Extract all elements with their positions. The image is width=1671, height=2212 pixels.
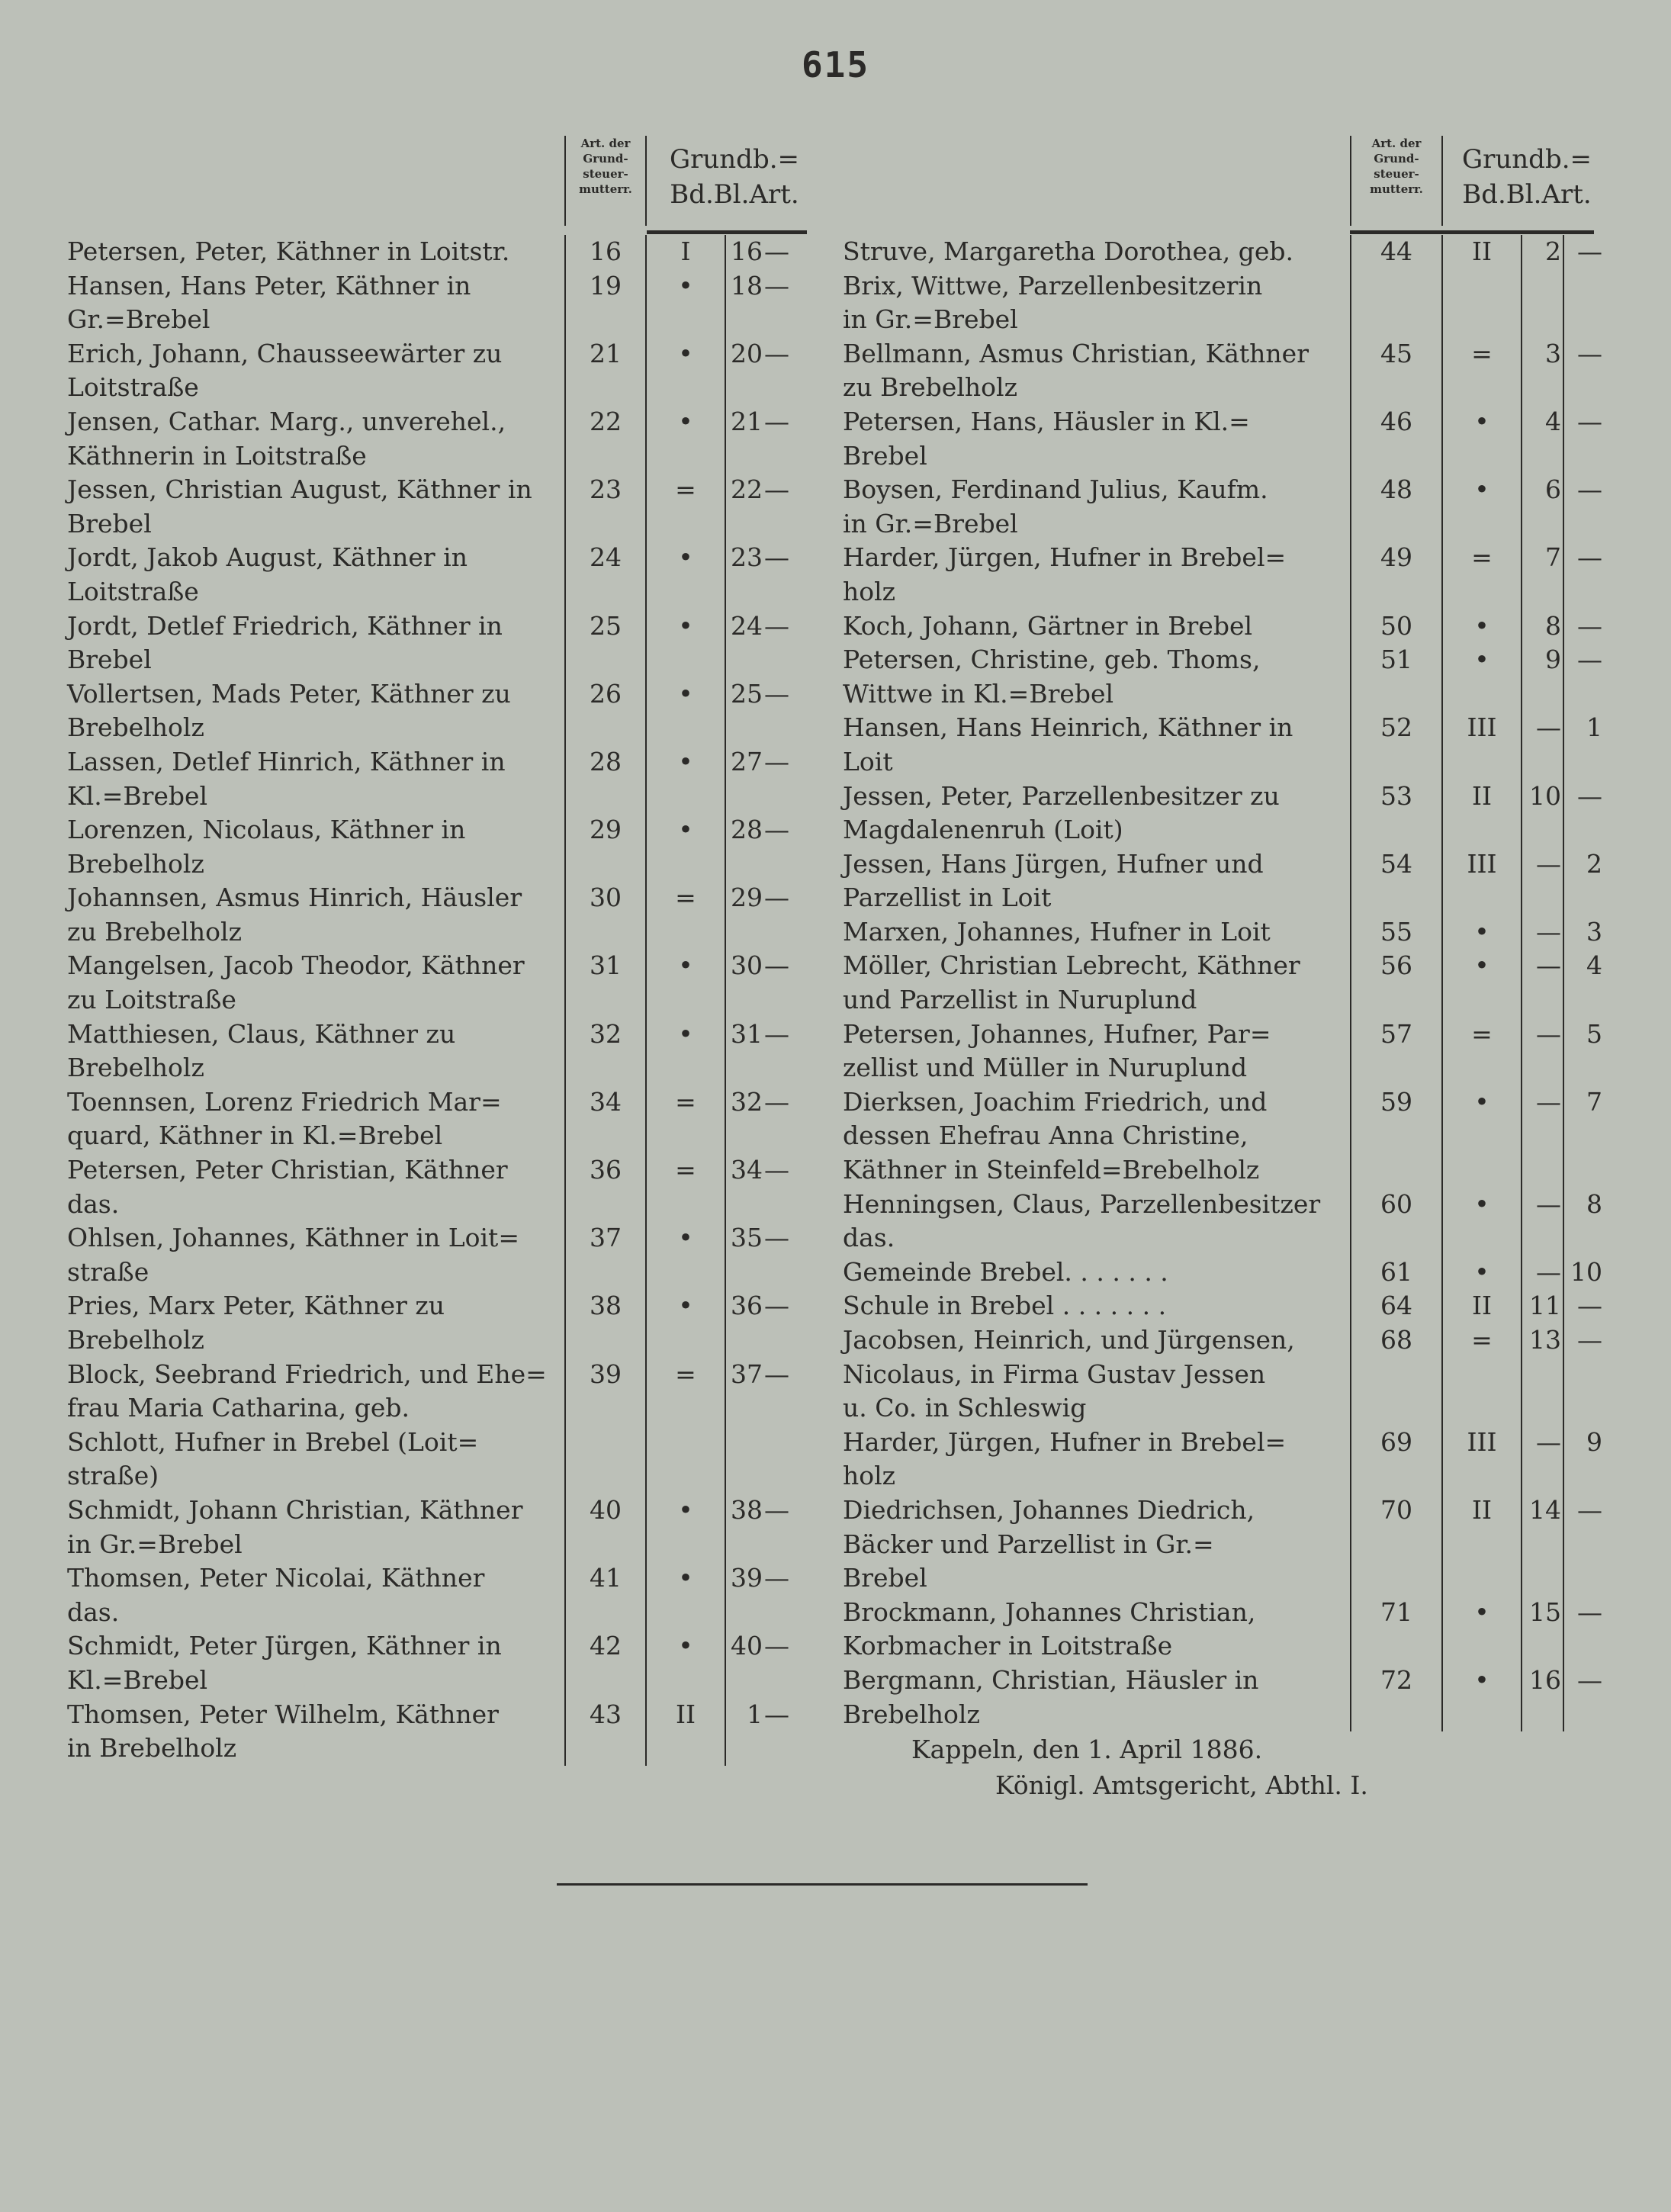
- blatt-number: 13: [1521, 1323, 1563, 1426]
- entry-name: Jordt, Detlef Friedrich, Käthner in Brebel: [67, 610, 503, 675]
- blatt-number: 40: [725, 1629, 764, 1697]
- band-number: =: [645, 1153, 725, 1221]
- table-row: [843, 405, 1605, 473]
- art-number: 72: [1350, 1664, 1441, 1731]
- artikel-number: 2: [1563, 847, 1605, 915]
- band-number: III: [1441, 711, 1521, 779]
- blatt-number: 35: [725, 1221, 764, 1289]
- art-number: 49: [1350, 541, 1441, 609]
- table-row: [843, 1664, 1605, 1731]
- table-row: [843, 541, 1605, 609]
- entry-name: Jessen, Hans Jürgen, Hufner und Parzellist in Loit: [843, 848, 1264, 913]
- artikel-number: —: [764, 610, 789, 641]
- table-row: [67, 1221, 831, 1289]
- table-row: [843, 1256, 1605, 1290]
- entry-name: Lassen, Detlef Hinrich, Käthner in Kl.=Brebel: [67, 746, 506, 811]
- artikel-number: —: [764, 815, 789, 845]
- blatt-number: —: [1521, 1188, 1563, 1256]
- artikel-number: —: [764, 950, 789, 981]
- artikel-number: —: [1563, 473, 1605, 541]
- left-table-header: [67, 136, 831, 235]
- artikel-number: —: [764, 542, 789, 573]
- table-row: [843, 337, 1605, 405]
- entry-name: Jensen, Cathar. Marg., unverehel., Käthnerin in Loitstraße: [67, 406, 506, 471]
- artikel-number: 10: [1563, 1256, 1605, 1290]
- blatt-number: 20: [725, 337, 764, 405]
- table-row: [843, 1323, 1605, 1426]
- table-row: [843, 847, 1605, 915]
- left-column: [67, 136, 831, 1766]
- entry-name: Bergmann, Christian, Häusler in Brebelholz: [843, 1664, 1259, 1729]
- art-number: 29: [564, 813, 645, 881]
- entry-name: Marxen, Johannes, Hufner in Loit: [843, 916, 1271, 947]
- blatt-number: 34: [725, 1153, 764, 1221]
- blatt-number: 14: [1521, 1493, 1563, 1596]
- artikel-number: —: [1563, 1289, 1605, 1323]
- art-number: 56: [1350, 949, 1441, 1017]
- blatt-number: 25: [725, 677, 764, 745]
- table-row: [67, 269, 831, 337]
- blatt-number: —: [1521, 949, 1563, 1017]
- blatt-number: 6: [1521, 473, 1563, 541]
- art-number: 52: [1350, 711, 1441, 779]
- table-row: [67, 745, 831, 813]
- table-row: [843, 1188, 1605, 1256]
- right-table-header: [843, 136, 1605, 235]
- entry-name: Toennsen, Lorenz Friedrich Mar= quard, Käthner in Kl.=Brebel: [67, 1086, 502, 1151]
- band-number: •: [645, 949, 725, 1017]
- artikel-number: —: [764, 746, 789, 776]
- art-number: 45: [1350, 337, 1441, 405]
- entry-name: Jessen, Christian August, Käthner in Brebel: [67, 474, 532, 539]
- blatt-number: —: [1521, 847, 1563, 915]
- entry-name: Koch, Johann, Gärtner in Brebel: [843, 610, 1253, 641]
- artikel-number: —: [764, 1494, 789, 1525]
- table-row: [843, 609, 1605, 644]
- table-row: [843, 1426, 1605, 1493]
- art-number: 50: [1350, 609, 1441, 644]
- band-number: •: [645, 1289, 725, 1357]
- band-number: •: [645, 609, 725, 677]
- artikel-number: —: [764, 338, 789, 368]
- table-row: [67, 1629, 831, 1697]
- art-number: 68: [1350, 1323, 1441, 1426]
- band-number: =: [645, 1358, 725, 1493]
- artikel-number: 3: [1563, 915, 1605, 950]
- band-number: •: [645, 1561, 725, 1629]
- signature-authority: Königl. Amtsgericht, Abthl. I.: [995, 1770, 1368, 1800]
- band-number: •: [1441, 949, 1521, 1017]
- band-number: I: [645, 235, 725, 269]
- artikel-number: —: [1563, 1596, 1605, 1664]
- band-number: •: [645, 541, 725, 609]
- table-row: [843, 949, 1605, 1017]
- entry-name: Matthiesen, Claus, Käthner zu Brebelholz: [67, 1018, 456, 1083]
- band-number: III: [1441, 1426, 1521, 1493]
- band-number: II: [645, 1698, 725, 1766]
- band-number: •: [1441, 473, 1521, 541]
- artikel-number: —: [764, 1155, 789, 1185]
- entry-name: Petersen, Christine, geb. Thoms, Wittwe in Kl.=Brebel: [843, 645, 1261, 709]
- blatt-number: 2: [1521, 235, 1563, 337]
- entry-name: Vollertsen, Mads Peter, Käthner zu Brebelholz: [67, 678, 511, 743]
- art-number: 64: [1350, 1289, 1441, 1323]
- blatt-number: 30: [725, 949, 764, 1017]
- left-entries: [67, 235, 831, 1766]
- blatt-number: 36: [725, 1289, 764, 1357]
- entry-name: Petersen, Hans, Häusler in Kl.= Brebel: [843, 406, 1250, 471]
- right-column: [843, 136, 1605, 1802]
- artikel-number: —: [1563, 235, 1605, 337]
- table-row: [843, 1018, 1605, 1085]
- table-row: [67, 337, 831, 405]
- table-row: [843, 473, 1605, 541]
- band-number: =: [1441, 1018, 1521, 1085]
- artikel-number: —: [1563, 1493, 1605, 1596]
- art-number: 71: [1350, 1596, 1441, 1664]
- blatt-number: 29: [725, 881, 764, 949]
- artikel-number: —: [764, 474, 789, 505]
- artikel-number: —: [1563, 780, 1605, 847]
- table-row: [843, 1493, 1605, 1596]
- entry-name: Petersen, Peter Christian, Käthner das.: [67, 1155, 508, 1219]
- art-number: 32: [564, 1018, 645, 1085]
- band-number: •: [1441, 1256, 1521, 1290]
- entry-name: Petersen, Johannes, Hufner, Par= zellist und Müller in Nuruplund: [843, 1018, 1271, 1083]
- art-number: 60: [1350, 1188, 1441, 1256]
- table-row: [843, 1596, 1605, 1664]
- art-number: 61: [1350, 1256, 1441, 1290]
- art-number: 28: [564, 745, 645, 813]
- table-row: [67, 1358, 831, 1493]
- blatt-number: 8: [1521, 609, 1563, 644]
- art-number: 23: [564, 473, 645, 541]
- blatt-number: 4: [1521, 405, 1563, 473]
- band-number: III: [1441, 847, 1521, 915]
- blatt-number: 23: [725, 541, 764, 609]
- band-number: •: [645, 1493, 725, 1561]
- art-number: 69: [1350, 1426, 1441, 1493]
- band-number: •: [1441, 609, 1521, 644]
- band-number: =: [645, 881, 725, 949]
- table-row: [67, 949, 831, 1017]
- table-row: [843, 915, 1605, 950]
- band-number: •: [645, 337, 725, 405]
- table-row: [67, 235, 831, 269]
- entry-name: Brockmann, Johannes Christian, Korbmacher in Loitstraße: [843, 1596, 1256, 1661]
- grundbuch-header: Grundb.= Bd.Bl.Art.: [669, 144, 800, 210]
- band-number: •: [1441, 1085, 1521, 1188]
- art-number: 43: [564, 1698, 645, 1766]
- blatt-number: —: [1521, 1256, 1563, 1290]
- blatt-number: 38: [725, 1493, 764, 1561]
- entry-name: Bellmann, Asmus Christian, Käthner zu Brebelholz: [843, 338, 1309, 403]
- entry-name: Pries, Marx Peter, Käthner zu Brebelholz: [67, 1291, 445, 1355]
- artikel-number: —: [764, 1563, 789, 1593]
- art-number: 55: [1350, 915, 1441, 950]
- entry-name: Lorenzen, Nicolaus, Käthner in Brebelholz: [67, 815, 466, 879]
- blatt-number: 18: [725, 269, 764, 337]
- entry-name: Schmidt, Peter Jürgen, Käthner in Kl.=Brebel: [67, 1631, 502, 1695]
- band-number: •: [1441, 643, 1521, 711]
- table-row: [67, 541, 831, 609]
- art-number: 46: [1350, 405, 1441, 473]
- table-row: [843, 711, 1605, 779]
- art-grundsteuer-header: Art. der Grund- steuer- mutterr.: [1350, 136, 1443, 226]
- art-number: 42: [564, 1629, 645, 1697]
- blatt-number: —: [1521, 1426, 1563, 1493]
- artikel-number: 7: [1563, 1085, 1605, 1188]
- blatt-number: —: [1521, 1085, 1563, 1188]
- table-row: [67, 609, 831, 677]
- entry-name: Boysen, Ferdinand Julius, Kaufm. in Gr.=Brebel: [843, 474, 1268, 539]
- bottom-rule: [557, 1883, 1088, 1886]
- blatt-number: 39: [725, 1561, 764, 1629]
- grundbuch-header: Grundb.= Bd.Bl.Art.: [1461, 144, 1592, 210]
- table-row: [67, 473, 831, 541]
- band-number: =: [1441, 1323, 1521, 1426]
- artikel-number: —: [764, 1223, 789, 1253]
- art-number: 59: [1350, 1085, 1441, 1188]
- blatt-number: 37: [725, 1358, 764, 1493]
- header-rule: [1350, 230, 1594, 234]
- art-number: 25: [564, 609, 645, 677]
- entry-name: Struve, Margaretha Dorothea, geb. Brix, Wittwe, Parzellenbesitzerin in Gr.=Brebel: [843, 236, 1294, 335]
- entry-name: Thomsen, Peter Wilhelm, Käthner in Brebelholz: [67, 1699, 499, 1763]
- art-number: 39: [564, 1358, 645, 1493]
- artikel-number: —: [764, 678, 789, 709]
- band-number: •: [645, 1018, 725, 1085]
- blatt-number: —: [1521, 1018, 1563, 1085]
- entry-name: Johannsen, Asmus Hinrich, Häusler zu Brebelholz: [67, 883, 522, 947]
- band-number: II: [1441, 1493, 1521, 1596]
- entry-name: Hansen, Hans Peter, Käthner in Gr.=Brebel: [67, 270, 471, 335]
- blatt-number: 16: [1521, 1664, 1563, 1731]
- table-row: [67, 677, 831, 745]
- band-number: •: [1441, 1596, 1521, 1664]
- artikel-number: 4: [1563, 949, 1605, 1017]
- artikel-number: —: [1563, 337, 1605, 405]
- artikel-number: —: [764, 1699, 789, 1729]
- artikel-number: —: [764, 1018, 789, 1049]
- signature-place-date: Kappeln, den 1. April 1886.: [911, 1735, 1263, 1765]
- table-row: [843, 780, 1605, 847]
- blatt-number: 7: [1521, 541, 1563, 609]
- band-number: •: [1441, 1188, 1521, 1256]
- artikel-number: —: [1563, 541, 1605, 609]
- blatt-number: 11: [1521, 1289, 1563, 1323]
- entry-name: Jordt, Jakob August, Käthner in Loitstraße: [67, 542, 468, 606]
- band-number: •: [645, 813, 725, 881]
- entry-name: Petersen, Peter, Käthner in Loitstr.: [67, 236, 510, 266]
- artikel-number: —: [1563, 405, 1605, 473]
- entry-name: Gemeinde Brebel. . . . . . .: [843, 1256, 1168, 1287]
- entry-name: Erich, Johann, Chausseewärter zu Loitstraße: [67, 338, 503, 403]
- entry-name: Harder, Jürgen, Hufner in Brebel= holz: [843, 1426, 1287, 1491]
- art-number: 51: [1350, 643, 1441, 711]
- art-number: 40: [564, 1493, 645, 1561]
- table-row: [843, 1289, 1605, 1323]
- blatt-number: 10: [1521, 780, 1563, 847]
- art-number: 38: [564, 1289, 645, 1357]
- artikel-number: —: [764, 236, 789, 266]
- table-row: [67, 1561, 831, 1629]
- blatt-number: 3: [1521, 337, 1563, 405]
- band-number: •: [645, 677, 725, 745]
- art-number: 22: [564, 405, 645, 473]
- artikel-number: 9: [1563, 1426, 1605, 1493]
- entry-name: Harder, Jürgen, Hufner in Brebel= holz: [843, 542, 1287, 606]
- art-number: 19: [564, 269, 645, 337]
- blatt-number: 22: [725, 473, 764, 541]
- band-number: II: [1441, 235, 1521, 337]
- blatt-number: 1: [725, 1698, 764, 1766]
- artikel-number: —: [764, 270, 789, 301]
- table-row: [67, 813, 831, 881]
- band-number: •: [645, 745, 725, 813]
- entry-name: Thomsen, Peter Nicolai, Käthner das.: [67, 1563, 485, 1627]
- blatt-number: 21: [725, 405, 764, 473]
- entry-name: Diedrichsen, Johannes Diedrich, Bäcker und Parzellist in Gr.= Brebel: [843, 1494, 1255, 1593]
- table-row: [843, 235, 1605, 337]
- table-row: [67, 1698, 831, 1766]
- band-number: •: [645, 269, 725, 337]
- band-number: II: [1441, 780, 1521, 847]
- band-number: II: [1441, 1289, 1521, 1323]
- entry-name: Jacobsen, Heinrich, und Jürgensen, Nicolaus, in Firma Gustav Jessen u. Co. in Schleswig: [843, 1325, 1295, 1423]
- entry-name: Möller, Christian Lebrecht, Käthner und Parzellist in Nuruplund: [843, 950, 1300, 1015]
- entry-name: Hansen, Hans Heinrich, Käthner in Loit: [843, 712, 1293, 776]
- table-row: [67, 1153, 831, 1221]
- blatt-number: 31: [725, 1018, 764, 1085]
- table-row: [67, 1085, 831, 1153]
- band-number: =: [645, 1085, 725, 1153]
- art-number: 16: [564, 235, 645, 269]
- band-number: •: [1441, 1664, 1521, 1731]
- band-number: •: [1441, 915, 1521, 950]
- artikel-number: —: [764, 1358, 789, 1389]
- entry-name: Henningsen, Claus, Parzellenbesitzer das.: [843, 1188, 1321, 1253]
- right-entries: [843, 235, 1605, 1731]
- table-row: [67, 1289, 831, 1357]
- entry-name: Mangelsen, Jacob Theodor, Käthner zu Loitstraße: [67, 950, 525, 1015]
- band-number: =: [1441, 541, 1521, 609]
- blatt-number: 28: [725, 813, 764, 881]
- art-number: 57: [1350, 1018, 1441, 1085]
- art-number: 70: [1350, 1493, 1441, 1596]
- art-grundsteuer-header: Art. der Grund- steuer- mutterr.: [564, 136, 647, 226]
- artikel-number: 8: [1563, 1188, 1605, 1256]
- band-number: •: [645, 1629, 725, 1697]
- art-number: 30: [564, 881, 645, 949]
- blatt-number: —: [1521, 711, 1563, 779]
- artikel-number: —: [1563, 643, 1605, 711]
- artikel-number: 5: [1563, 1018, 1605, 1085]
- artikel-number: —: [1563, 609, 1605, 644]
- artikel-number: —: [764, 406, 789, 436]
- band-number: =: [645, 473, 725, 541]
- artikel-number: —: [764, 883, 789, 913]
- band-number: •: [645, 1221, 725, 1289]
- entry-name: Schule in Brebel . . . . . . .: [843, 1291, 1167, 1321]
- entry-name: Jessen, Peter, Parzellenbesitzer zu Magdalenenruh (Loit): [843, 780, 1280, 845]
- table-row: [67, 1493, 831, 1561]
- table-row: [843, 1085, 1605, 1188]
- blatt-number: —: [1521, 915, 1563, 950]
- table-row: [67, 881, 831, 949]
- art-number: 41: [564, 1561, 645, 1629]
- art-number: 44: [1350, 235, 1441, 337]
- art-number: 37: [564, 1221, 645, 1289]
- band-number: •: [645, 405, 725, 473]
- band-number: •: [1441, 405, 1521, 473]
- page-number: 615: [801, 44, 870, 85]
- art-number: 26: [564, 677, 645, 745]
- entry-name: Block, Seebrand Friedrich, und Ehe= frau Maria Catharina, geb. Schlott, Hufner in Brebel (Loit= straße): [67, 1358, 547, 1491]
- blatt-number: 15: [1521, 1596, 1563, 1664]
- artikel-number: —: [764, 1291, 789, 1321]
- header-rule: [647, 230, 807, 234]
- art-number: 48: [1350, 473, 1441, 541]
- artikel-number: 1: [1563, 711, 1605, 779]
- art-number: 53: [1350, 780, 1441, 847]
- entry-name: Schmidt, Johann Christian, Käthner in Gr.=Brebel: [67, 1494, 523, 1559]
- entry-name: Dierksen, Joachim Friedrich, und dessen Ehefrau Anna Christine, Käthner in Steinfeld=Brebelholz: [843, 1086, 1268, 1185]
- artikel-number: —: [1563, 1664, 1605, 1731]
- art-number: 36: [564, 1153, 645, 1221]
- art-number: 34: [564, 1085, 645, 1153]
- blatt-number: 9: [1521, 643, 1563, 711]
- blatt-number: 32: [725, 1085, 764, 1153]
- art-number: 54: [1350, 847, 1441, 915]
- blatt-number: 16: [725, 235, 764, 269]
- table-row: [843, 643, 1605, 711]
- blatt-number: 24: [725, 609, 764, 677]
- entry-name: Ohlsen, Johannes, Käthner in Loit= straße: [67, 1223, 519, 1287]
- art-number: 21: [564, 337, 645, 405]
- table-row: [67, 405, 831, 473]
- art-number: 31: [564, 949, 645, 1017]
- table-row: [67, 1018, 831, 1085]
- artikel-number: —: [1563, 1323, 1605, 1426]
- art-number: 24: [564, 541, 645, 609]
- blatt-number: 27: [725, 745, 764, 813]
- artikel-number: —: [764, 1086, 789, 1117]
- artikel-number: —: [764, 1631, 789, 1661]
- band-number: =: [1441, 337, 1521, 405]
